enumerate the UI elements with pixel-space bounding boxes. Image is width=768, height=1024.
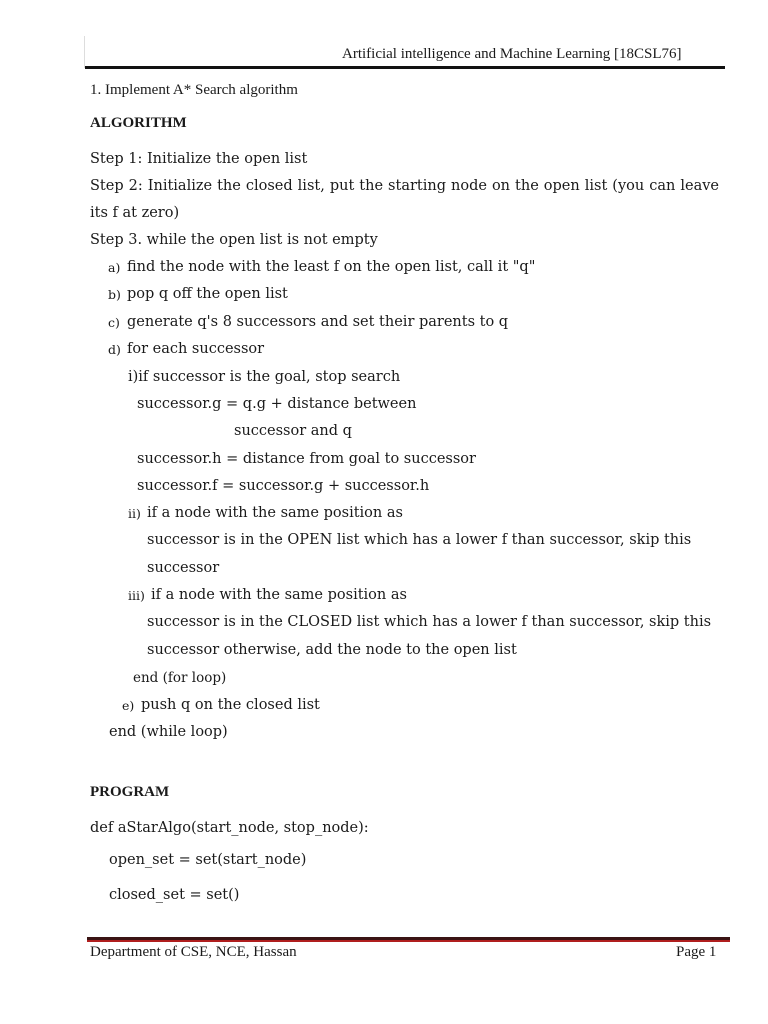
code-line-1: def aStarAlgo(start_node, stop_node): <box>90 820 369 836</box>
end-for-loop: end (for loop) <box>133 670 227 686</box>
step-2-line-2: its f at zero) <box>90 205 180 221</box>
iii-line-2: successor is in the CLOSED list which has a lower f than successor, skip this <box>147 614 712 630</box>
d-i-text: i)if successor is the goal, stop search <box>128 369 401 385</box>
sub-a-label: a) <box>108 260 121 275</box>
sub-c-label: c) <box>108 315 120 330</box>
sub-b-text: pop q off the open list <box>127 286 288 302</box>
footer-rule-accent <box>87 940 730 942</box>
header-title: Artificial intelligence and Machine Learning [18CSL76] <box>342 46 682 62</box>
footer-department: Department of CSE, NCE, Hassan <box>90 944 297 960</box>
sub-c-text: generate q's 8 successors and set their parents to q <box>127 314 509 330</box>
header-margin-line <box>84 36 85 68</box>
iii-text: if a node with the same position as <box>151 587 407 603</box>
ii-label: ii) <box>128 506 141 521</box>
program-title: PROGRAM <box>90 784 170 800</box>
g-line-2: successor and q <box>234 423 352 439</box>
algorithm-title: ALGORITHM <box>90 115 187 131</box>
step-1: Step 1: Initialize the open list <box>90 151 308 167</box>
sub-e-label: e) <box>122 698 135 713</box>
code-line-2: open_set = set(start_node) <box>109 852 307 868</box>
step-3: Step 3. while the open list is not empty <box>90 232 378 248</box>
iii-label: iii) <box>128 588 145 603</box>
sub-b-label: b) <box>108 287 121 302</box>
header-rule <box>85 66 725 69</box>
ii-line-2: successor is in the OPEN list which has a lower f than successor, skip this <box>147 532 692 548</box>
section-heading: 1. Implement A* Search algorithm <box>90 82 298 98</box>
h-line: successor.h = distance from goal to successor <box>137 451 476 467</box>
footer-page-number: Page 1 <box>676 944 717 960</box>
iii-line-3: successor otherwise, add the node to the open list <box>147 642 517 658</box>
ii-line-3: successor <box>147 560 220 576</box>
g-line-1: successor.g = q.g + distance between <box>137 396 417 412</box>
sub-d-text: for each successor <box>127 341 265 357</box>
sub-a-text: find the node with the least f on the open list, call it "q" <box>127 259 536 275</box>
sub-d-label: d) <box>108 342 121 357</box>
ii-text: if a node with the same position as <box>147 505 403 521</box>
step-2-line-1: Step 2: Initialize the closed list, put the starting node on the open list (you can leave <box>90 178 719 194</box>
sub-e-text: push q on the closed list <box>141 697 320 713</box>
f-line: successor.f = successor.g + successor.h <box>137 478 430 494</box>
end-while-loop: end (while loop) <box>109 724 228 740</box>
code-line-3: closed_set = set() <box>109 887 240 903</box>
